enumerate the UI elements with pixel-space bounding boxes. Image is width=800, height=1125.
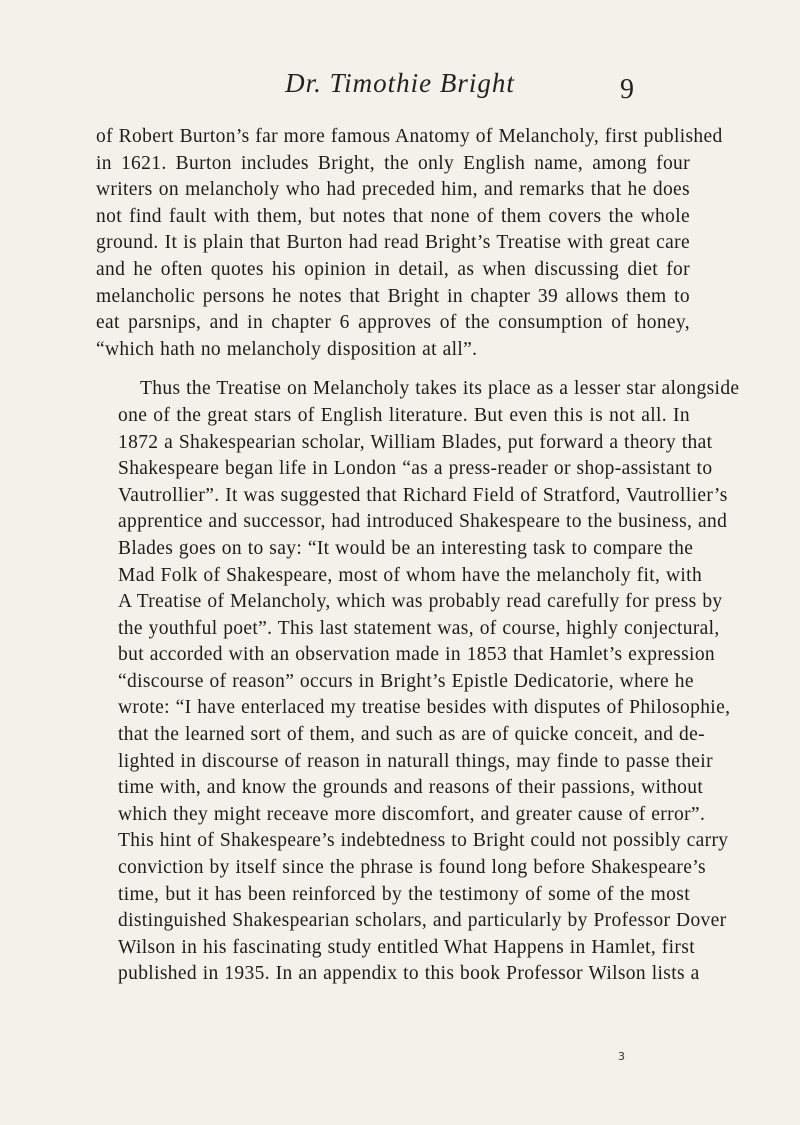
signature-mark: 3 xyxy=(618,1050,625,1063)
text-line: This hint of Shakespeare’s indebtedness to Bright could not possibly carry xyxy=(118,830,729,852)
text-line: apprentice and successor, had introduced Shakespeare to the business, and xyxy=(118,511,728,533)
text-line: time, but it has been reinforced by the testimony of some of the most xyxy=(118,883,690,905)
text-line: of Robert Burton’s far more famous Anatomy of Melancholy, first published xyxy=(96,126,723,147)
text-line: time with, and know the grounds and reasons of their passions, without xyxy=(118,777,704,799)
paragraph-2 xyxy=(96,376,740,988)
text-line: conviction by itself since the phrase is found long before Shakespeare’s xyxy=(118,857,706,879)
text-line: Shakespeare began life in London “as a press-reader or shop-assistant to xyxy=(118,458,713,480)
text-line: lighted in discourse of reason in naturall things, may finde to passe their xyxy=(118,750,713,772)
text-line: not find fault with them, but notes that none of them covers the whole xyxy=(96,205,690,227)
text-line: Blades goes on to say: “It would be an interesting task to compare the xyxy=(118,537,694,559)
text-line: the youthful poet”. This last statement was, of course, highly conjectural, xyxy=(118,617,720,639)
text-line: distinguished Shakespearian scholars, and particularly by Professor Dover xyxy=(118,910,727,932)
text-line: Vautrollier”. It was suggested that Richard Field of Stratford, Vautrollier’s xyxy=(118,484,728,506)
text-line: wrote: “I have enterlaced my treatise besides with disputes of Philosophie, xyxy=(118,697,731,719)
page-number: 9 xyxy=(620,74,634,105)
text-line: that the learned sort of them, and such as are of quicke conceit, and de- xyxy=(118,724,705,746)
text-line: but accorded with an observation made in 1853 that Hamlet’s expression xyxy=(118,644,716,666)
text-line: one of the great stars of English literature. But even this is not all. In xyxy=(118,404,690,426)
text-line: melancholic persons he notes that Bright in chapter 39 allows them to xyxy=(96,285,690,307)
text-line: and he often quotes his opinion in detail, as when discussing diet for xyxy=(96,258,690,280)
text-line: “which hath no melancholy disposition at all”. xyxy=(96,338,478,360)
running-head xyxy=(0,68,800,108)
running-title: Dr. Timothie Bright xyxy=(285,68,515,98)
text-line: in 1621. Burton includes Bright, the only English name, among four xyxy=(96,152,690,174)
text-line: 1872 a Shakespearian scholar, William Blades, put forward a theory that xyxy=(118,431,713,453)
text-line: Wilson in his fascinating study entitled What Happens in Hamlet, first xyxy=(118,936,695,958)
text-line: which they might receave more discomfort, and greater cause of error”. xyxy=(118,803,706,825)
paragraph-1 xyxy=(96,124,723,363)
text-line: Thus the Treatise on Melancholy takes its place as a lesser star alongside xyxy=(140,378,740,400)
text-line: published in 1935. In an appendix to this book Professor Wilson lists a xyxy=(118,963,700,985)
text-line: A Treatise of Melancholy, which was probably read carefully for press by xyxy=(118,591,723,613)
text-line: ground. It is plain that Burton had read Bright’s Treatise with great care xyxy=(96,232,690,254)
text-line: “discourse of reason” occurs in Bright’s Epistle Dedicatorie, where he xyxy=(118,670,694,692)
body-text xyxy=(96,124,740,988)
text-line: writers on melancholy who had preceded him, and remarks that he does xyxy=(96,179,690,201)
text-line: Mad Folk of Shakespeare, most of whom have the melancholy fit, with xyxy=(118,564,703,586)
text-line: eat parsnips, and in chapter 6 approves of the consumption of honey, xyxy=(96,312,690,334)
